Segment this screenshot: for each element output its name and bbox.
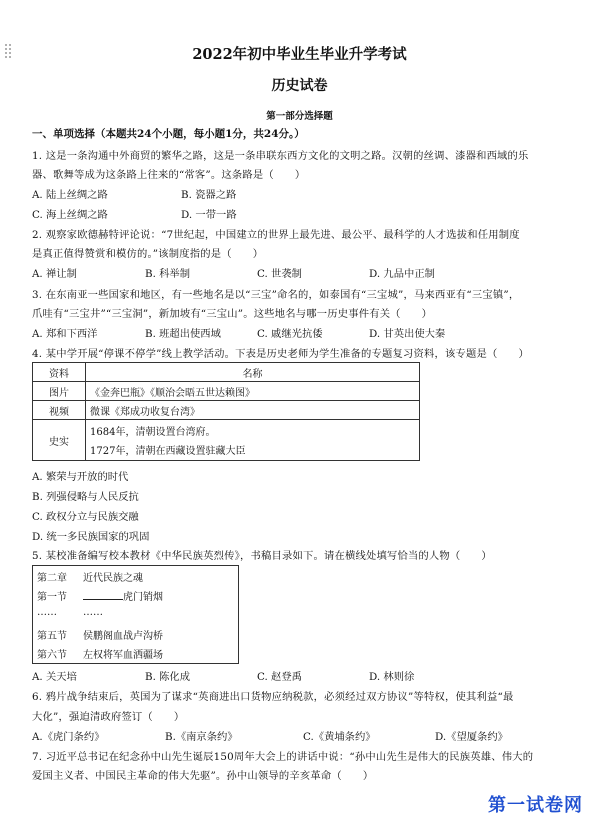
toc-title: 虎门销烟 [123, 592, 163, 603]
q5-stem-line1: 5. 某校准备编写校本教材《中华民族英烈传》，书稿目录如下。请在横线处填写恰当的人物（ ） [32, 550, 492, 562]
table-header-row [33, 363, 420, 382]
toc-title: 近代民族之魂 [83, 573, 143, 584]
part-heading: 第一部分选择题 [266, 111, 333, 122]
q3-option-b[interactable]: B. 班超出使西域 [145, 328, 221, 340]
q2-option-b[interactable]: B. 科举制 [145, 268, 191, 280]
q1-stem-line2: 器、歌舞等成为这条路上往来的“常客”。这条路是（ ） [32, 169, 306, 181]
toc-number: 第六节 [37, 650, 67, 661]
table-cell: 《金奔巴瓶》《顺治会晤五世达赖图》 [86, 382, 420, 401]
q3-stem-line1: 3. 在东南亚一些国家和地区，有一些地名是以“三宝”命名的，如泰国有“三宝城”，马来西亚有“三宝镇”， [32, 289, 520, 301]
table-cell: 图片 [33, 382, 86, 401]
q5-option-a[interactable]: A. 关天培 [32, 671, 77, 683]
table-header-cell: 名称 [86, 363, 420, 382]
q5-contents-box [32, 565, 239, 664]
q4-option-c[interactable]: C. 政权分立与民族交融 [32, 511, 139, 523]
toc-row [37, 607, 103, 618]
table-row [33, 420, 420, 461]
q2-option-c[interactable]: C. 世袭制 [257, 268, 302, 280]
q1-option-d[interactable]: D. 一带一路 [181, 209, 237, 221]
toc-row [37, 588, 163, 603]
q6-option-b[interactable]: B.《南京条约》 [165, 731, 238, 743]
q3-option-d[interactable]: D. 甘英出使大秦 [369, 328, 446, 340]
table-cell: 史实 [33, 420, 86, 461]
toc-row [37, 627, 163, 642]
table-cell-line: 1684年，清朝设置台湾府。 [90, 427, 216, 438]
q1-option-a[interactable]: A. 陆上丝绸之路 [32, 189, 108, 201]
table-header-cell: 资料 [33, 363, 86, 382]
table-row [33, 401, 420, 420]
toc-title: …… [83, 607, 103, 618]
q6-option-c[interactable]: C.《黄埔条约》 [303, 731, 376, 743]
q6-option-d[interactable]: D.《望厦条约》 [435, 731, 508, 743]
toc-row [37, 569, 143, 584]
fill-blank[interactable] [83, 590, 123, 600]
q6-stem-line1: 6. 鸦片战争结束后，英国为了谋求“英商进出口货物应纳税款，必须经过双方协议”等特权，使其利益“最 [32, 691, 514, 703]
toc-row [37, 646, 163, 661]
q4-stem-line1: 4. 某中学开展“停课不停学”线上教学活动。下表是历史老师为学生准备的专题复习资料，该专题是（ ） [32, 348, 529, 360]
q5-option-c[interactable]: C. 赵登禹 [257, 671, 302, 683]
q2-option-a[interactable]: A. 禅让制 [32, 268, 77, 280]
q1-stem-line1: 1. 这是一条沟通中外商贸的繁华之路，这是一条串联东西方文化的文明之路。汉朝的丝调、漆器和西域的乐 [32, 150, 529, 162]
q6-option-a[interactable]: A.《虎门条约》 [32, 731, 105, 743]
toc-title: 侯鹏阁血战卢沟桥 [83, 631, 163, 642]
q3-stem-line2: 爪哇有“三宝井”“三宝洞”，新加坡有“三宝山”。这些地名与哪一历史事件有关（ ） [32, 308, 433, 320]
q3-option-c[interactable]: C. 戚继光抗倭 [257, 328, 323, 340]
toc-number: …… [37, 607, 57, 618]
q6-stem-line2: 大化”，强迫清政府签订（ ） [32, 711, 185, 723]
q4-option-d[interactable]: D. 统一多民族国家的巩固 [32, 531, 150, 543]
q4-option-b[interactable]: B. 列强侵略与人民反抗 [32, 491, 139, 503]
table-cell [86, 420, 420, 461]
q5-option-d[interactable]: D. 林则徐 [369, 671, 415, 683]
q1-option-b[interactable]: B. 瓷器之路 [181, 189, 237, 201]
q7-stem-line1: 7. 习近平总书记在纪念孙中山先生诞辰150周年大会上的讲话中说：“孙中山先生是伟大的民族英雄、伟大的 [32, 751, 534, 763]
q4-material-table [32, 362, 420, 461]
table-cell-line: 1727年，清朝在西藏设置驻藏大臣 [90, 446, 246, 457]
watermark-logo: 第一试卷网 [488, 795, 583, 816]
q5-option-b[interactable]: B. 陈化成 [145, 671, 191, 683]
exam-title: 2022年初中毕业生毕业升学考试 [192, 46, 407, 63]
q4-option-a[interactable]: A. 繁荣与开放的时代 [32, 471, 129, 483]
q3-option-a[interactable]: A. 郑和下西洋 [32, 328, 98, 340]
toc-number: 第一节 [37, 592, 67, 603]
table-cell: 视频 [33, 401, 86, 420]
toc-number: 第二章 [37, 573, 67, 584]
table-row [33, 382, 420, 401]
q7-stem-line2: 爱国主义者、中国民主革命的伟大先驱”。孙中山领导的辛亥革命（ ） [32, 770, 374, 782]
section-heading: 一、单项选择（本题共24个小题，每小题1分，共24分。） [32, 128, 305, 140]
q1-option-c[interactable]: C. 海上丝绸之路 [32, 209, 108, 221]
q2-stem-line1: 2. 观察家欧德赫特评论说：“7世纪起，中国建立的世界上最先进、最公平、最科学的人才选拔和任用制度 [32, 229, 520, 241]
table-cell: 微课《郑成功收复台湾》 [86, 401, 420, 420]
exam-subtitle: 历史试卷 [271, 78, 328, 94]
q2-stem-line2: 是真正值得赞赏和模仿的。”该制度指的是（ ） [32, 248, 264, 260]
q2-option-d[interactable]: D. 九品中正制 [369, 268, 435, 280]
toc-title: 左权将军血洒疆场 [83, 650, 163, 661]
toc-number: 第五节 [37, 631, 67, 642]
